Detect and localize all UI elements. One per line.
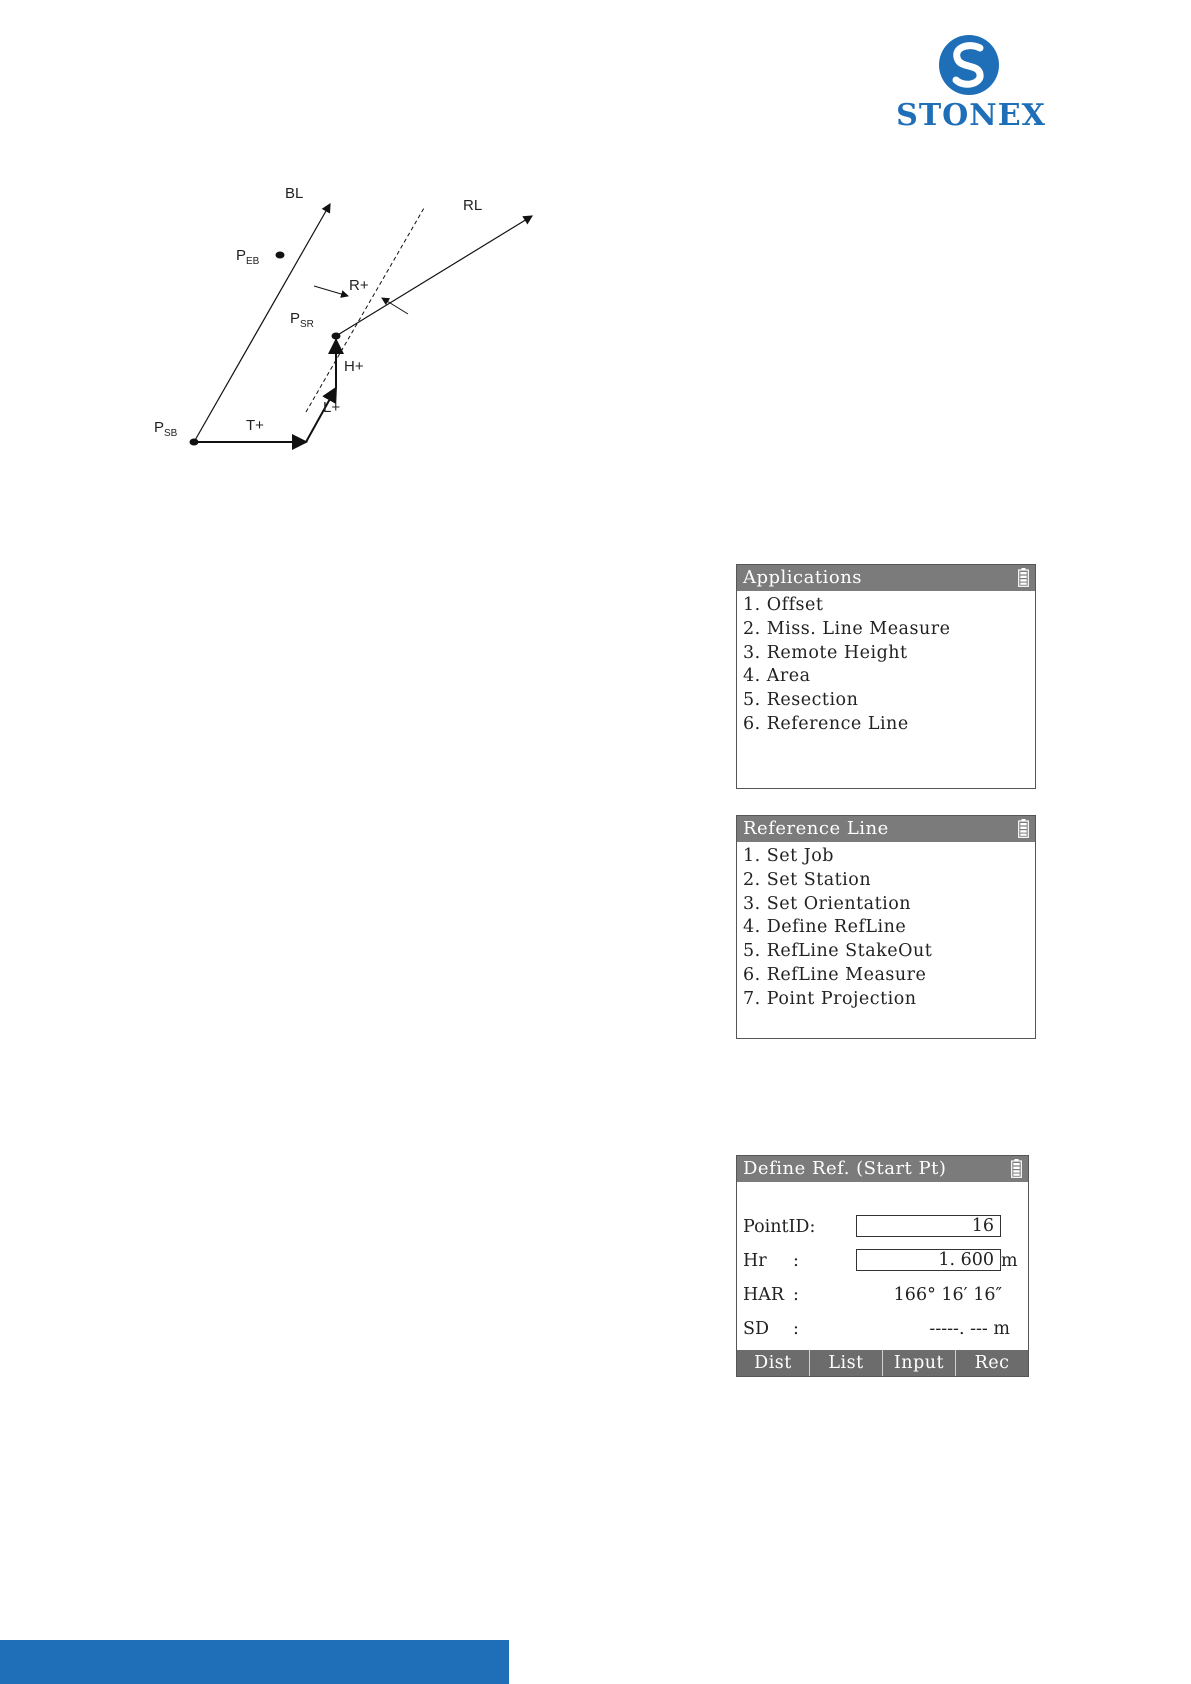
point-peb xyxy=(276,252,285,259)
applications-screen xyxy=(736,564,1036,789)
menu-item-remote-height[interactable]: 3. Remote Height xyxy=(743,642,908,663)
har-label: HAR xyxy=(743,1285,785,1305)
battery-icon xyxy=(1018,568,1029,587)
label-l-plus: L+ xyxy=(323,399,341,416)
applications-menu xyxy=(737,591,1035,737)
hr-label: Hr xyxy=(743,1251,767,1271)
reference-line-menu xyxy=(737,842,1035,1012)
hr-input[interactable]: 1. 600 xyxy=(856,1249,1001,1271)
point-id-label: PointID: xyxy=(743,1217,816,1237)
hr-colon: : xyxy=(793,1251,799,1271)
point-id-input[interactable]: 16 xyxy=(856,1215,1001,1237)
applications-title: Applications xyxy=(743,567,863,588)
har-value: 166° 16′ 16″ xyxy=(893,1285,1002,1305)
brand-name: STONEX xyxy=(896,98,1046,133)
point-psr xyxy=(332,333,341,340)
define-ref-title-bar xyxy=(737,1156,1028,1182)
sd-row xyxy=(743,1316,1028,1342)
define-ref-title: Define Ref. (Start Pt) xyxy=(743,1158,947,1179)
menu-item-miss-line-measure[interactable]: 2. Miss. Line Measure xyxy=(743,618,951,639)
parallel-dashed-line xyxy=(306,208,424,412)
label-psr: P xyxy=(290,310,301,327)
label-psr-sub: SR xyxy=(300,319,314,330)
reference-line-diagram xyxy=(150,180,550,480)
har-colon: : xyxy=(793,1285,799,1305)
menu-item-refline-stakeout[interactable]: 5. RefLine StakeOut xyxy=(743,941,933,962)
label-h-plus: H+ xyxy=(344,358,364,375)
input-softkey[interactable]: Input xyxy=(883,1350,956,1376)
reference-line-title: Reference Line xyxy=(743,818,889,839)
reference-line xyxy=(336,216,532,336)
label-psb: P xyxy=(154,419,165,436)
label-r-plus: R+ xyxy=(349,277,369,294)
applications-title-bar xyxy=(737,565,1035,591)
define-ref-form xyxy=(737,1182,1028,1350)
menu-item-area[interactable]: 4. Area xyxy=(743,666,811,687)
har-row xyxy=(743,1282,1028,1308)
menu-item-set-job[interactable]: 1. Set Job xyxy=(743,846,834,866)
label-peb-sub: EB xyxy=(246,256,260,267)
svg-text:PEB xyxy=(236,247,260,267)
menu-item-offset[interactable]: 1. Offset xyxy=(743,595,824,615)
rec-softkey[interactable]: Rec xyxy=(974,1353,1010,1373)
label-bl: BL xyxy=(285,185,304,202)
battery-icon xyxy=(1018,819,1029,838)
r-arrow-left xyxy=(314,286,348,296)
menu-item-set-orientation[interactable]: 3. Set Orientation xyxy=(743,893,912,914)
menu-item-reference-line[interactable]: 6. Reference Line xyxy=(743,713,909,734)
list-softkey[interactable]: List xyxy=(810,1350,883,1376)
sd-value: -----. --- m xyxy=(929,1319,1010,1339)
label-peb: P xyxy=(236,247,247,264)
battery-icon xyxy=(1011,1159,1022,1178)
menu-item-define-refline[interactable]: 4. Define RefLine xyxy=(743,917,907,938)
svg-text:PSB xyxy=(154,419,178,439)
menu-item-set-station[interactable]: 2. Set Station xyxy=(743,869,872,890)
point-psb xyxy=(190,439,199,446)
reference-line-screen xyxy=(736,815,1036,1039)
stonex-logo xyxy=(896,34,1046,134)
label-t-plus: T+ xyxy=(246,417,264,434)
define-ref-screen xyxy=(736,1155,1029,1377)
softkey-bar xyxy=(737,1350,1028,1376)
sd-colon: : xyxy=(793,1319,799,1339)
menu-item-resection[interactable]: 5. Resection xyxy=(743,690,859,711)
menu-item-refline-measure[interactable]: 6. RefLine Measure xyxy=(743,964,927,985)
hr-row xyxy=(743,1248,1028,1274)
svg-text:PSR xyxy=(290,310,314,330)
reference-line-title-bar xyxy=(737,816,1035,842)
point-id-row xyxy=(743,1214,1028,1240)
menu-item-point-projection[interactable]: 7. Point Projection xyxy=(743,988,917,1009)
footer-accent-bar xyxy=(0,1640,509,1684)
label-psb-sub: SB xyxy=(164,428,178,439)
dist-softkey[interactable]: Dist xyxy=(737,1350,810,1376)
label-rl: RL xyxy=(463,197,483,214)
stonex-s-logo-icon xyxy=(938,34,1000,96)
hr-unit: m xyxy=(1001,1251,1018,1271)
sd-label: SD xyxy=(743,1319,770,1339)
